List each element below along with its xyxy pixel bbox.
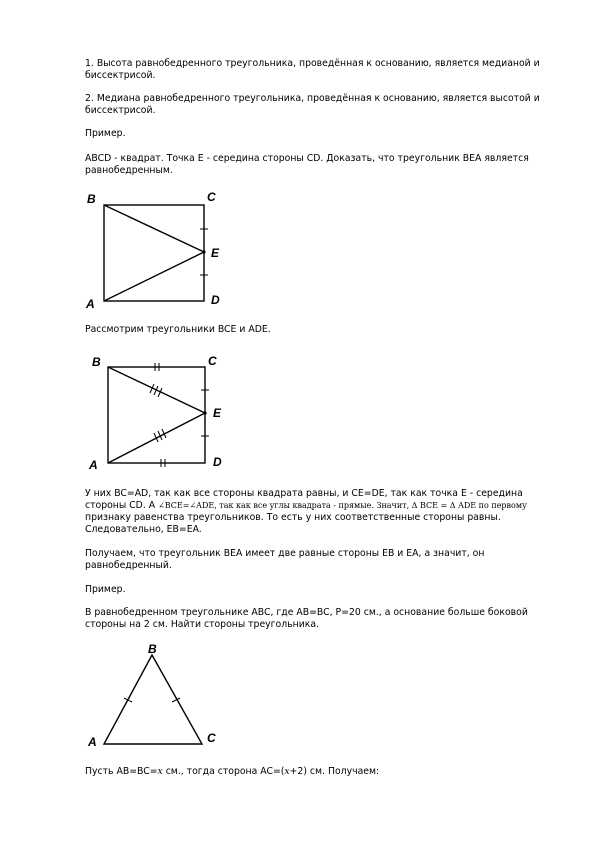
label-c-2: C: [208, 354, 217, 368]
label-d-2: D: [213, 455, 222, 469]
task-2-text: В равнобедренном треугольнике ABC, где AB=BC, P=20 см., а основание больше боковой стороны на 2 см. Найти стороны треугольника.: [85, 607, 528, 630]
let-part-a: Пусть AB=BC=: [85, 766, 158, 777]
label-c-3: C: [207, 731, 216, 745]
label-a-3: A: [88, 735, 97, 749]
conclusion-text: Получаем, что треугольник BEA имеет две равные стороны EB и EA, а значит, он равнобедренный.: [85, 548, 485, 571]
label-b: B: [87, 192, 96, 206]
label-c: C: [207, 190, 216, 204]
let-var-x: x: [157, 766, 163, 777]
label-a-2: A: [89, 458, 98, 472]
let-var-x2: x: [284, 766, 290, 777]
point-e-2: [203, 411, 206, 414]
triple-tick-be: [150, 384, 162, 397]
proof-part-b: ∠BCE=∠ADE, так как все углы квадрата - прямые. Значит, Δ BCE = Δ ADE по первому: [158, 501, 527, 510]
property-1: 1. Высота равнобедренного треугольника, проведённая к основанию, является медианой и биссектрисой.: [85, 58, 540, 81]
figure-square-marks: [80, 352, 240, 474]
point-e: [202, 250, 205, 253]
proof-text: [85, 488, 555, 536]
example-heading-1: Пример.: [85, 128, 126, 139]
label-a: A: [86, 297, 95, 311]
task-1-text: ABCD - квадрат. Точка E - середина стороны CD. Доказать, что треугольник BEA является равнобедренным.: [85, 153, 529, 176]
label-b-2: B: [92, 355, 101, 369]
triple-tick-ae: [154, 429, 166, 442]
square-abcd: [104, 205, 204, 301]
let-part-b: см., тогда сторона AC=(: [162, 766, 285, 777]
proof-part-a: У них BC=AD, так как все стороны квадрата равны, и CE=DE, так как точка E - середина стороны CD. A: [85, 488, 523, 511]
triangle-abc: [104, 655, 202, 744]
figure-square-bea: [80, 188, 240, 313]
proof-part-c: признаку равенства треугольников. То есть у них соответственные стороны равны. Следовательно, EB=EA.: [85, 512, 501, 535]
label-e: E: [211, 246, 220, 260]
consider-text: Рассмотрим треугольники BCE и ADE.: [85, 324, 271, 335]
let-part-c: +2) см. Получаем:: [289, 766, 380, 777]
segment-ae: [104, 252, 204, 301]
label-d: D: [211, 293, 220, 307]
label-e-2: E: [213, 406, 222, 420]
segment-be: [104, 205, 204, 252]
figure-isosceles-triangle: [80, 640, 240, 752]
example-heading-2: Пример.: [85, 584, 126, 595]
property-2: 2. Медиана равнобедренного треугольника, проведённая к основанию, является высотой и биссектрисой.: [85, 93, 540, 116]
let-text: [85, 766, 555, 778]
label-b-3: B: [148, 642, 157, 656]
square-abcd-2: [108, 367, 205, 463]
